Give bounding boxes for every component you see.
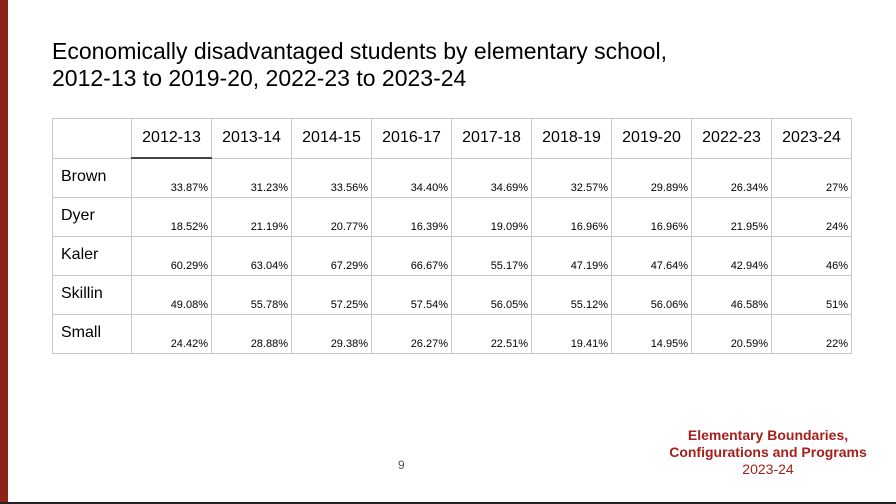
percent-cell: 24% xyxy=(772,198,852,237)
percent-cell: 63.04% xyxy=(212,237,292,276)
table-row xyxy=(53,237,852,276)
table-header-row xyxy=(53,119,852,159)
year-header: 2022-23 xyxy=(692,119,772,159)
percent-cell: 55.17% xyxy=(452,237,532,276)
percent-cell: 60.29% xyxy=(132,237,212,276)
percent-cell: 16.39% xyxy=(372,198,452,237)
percent-cell: 42.94% xyxy=(692,237,772,276)
percent-cell: 47.19% xyxy=(532,237,612,276)
footer-line1: Elementary Boundaries, xyxy=(687,427,849,443)
percent-cell: 26.27% xyxy=(372,315,452,354)
footer-line2: Configurations and Programs xyxy=(669,444,867,460)
percent-cell: 55.12% xyxy=(532,276,612,315)
percent-cell: 22% xyxy=(772,315,852,354)
percent-cell: 47.64% xyxy=(612,237,692,276)
percent-cell: 21.19% xyxy=(212,198,292,237)
percent-cell: 34.40% xyxy=(372,158,452,198)
percent-cell: 22.51% xyxy=(452,315,532,354)
percent-cell: 18.52% xyxy=(132,198,212,237)
year-header: 2012-13 xyxy=(132,119,212,159)
percent-cell: 28.88% xyxy=(212,315,292,354)
slide-title xyxy=(52,38,832,92)
school-name: Small xyxy=(53,315,132,354)
percent-cell: 66.67% xyxy=(372,237,452,276)
percent-cell: 29.38% xyxy=(292,315,372,354)
school-name: Dyer xyxy=(53,198,132,237)
percent-cell: 32.57% xyxy=(532,158,612,198)
year-header: 2023-24 xyxy=(772,119,852,159)
percent-cell: 21.95% xyxy=(692,198,772,237)
footer-line3: 2023-24 xyxy=(742,461,794,477)
percent-cell: 49.08% xyxy=(132,276,212,315)
percent-cell: 57.54% xyxy=(372,276,452,315)
percent-cell: 26.34% xyxy=(692,158,772,198)
percent-cell: 16.96% xyxy=(532,198,612,237)
year-header: 2016-17 xyxy=(372,119,452,159)
year-header: 2013-14 xyxy=(212,119,292,159)
percent-cell: 33.87% xyxy=(132,158,212,198)
page-number: 9 xyxy=(398,458,405,472)
slide-title-line1: Economically disadvantaged students by elementary school, xyxy=(52,38,667,64)
percent-cell: 19.09% xyxy=(452,198,532,237)
percent-cell: 20.59% xyxy=(692,315,772,354)
percent-cell: 46.58% xyxy=(692,276,772,315)
school-name: Kaler xyxy=(53,237,132,276)
percent-cell: 16.96% xyxy=(612,198,692,237)
school-name: Brown xyxy=(53,158,132,198)
table-row xyxy=(53,198,852,237)
percent-cell: 27% xyxy=(772,158,852,198)
percent-cell: 56.05% xyxy=(452,276,532,315)
year-header: 2014-15 xyxy=(292,119,372,159)
percent-cell: 20.77% xyxy=(292,198,372,237)
percent-cell: 56.06% xyxy=(612,276,692,315)
percent-cell: 51% xyxy=(772,276,852,315)
slide-title-line2: 2012-13 to 2019-20, 2022-23 to 2023-24 xyxy=(52,65,467,91)
percent-cell: 33.56% xyxy=(292,158,372,198)
percent-cell: 34.69% xyxy=(452,158,532,198)
year-header: 2019-20 xyxy=(612,119,692,159)
percent-cell: 55.78% xyxy=(212,276,292,315)
table-row xyxy=(53,315,852,354)
percent-cell: 67.29% xyxy=(292,237,372,276)
disadvantaged-students-table xyxy=(52,118,852,354)
footer-brand xyxy=(658,427,878,478)
table-row xyxy=(53,158,852,198)
table-row xyxy=(53,276,852,315)
table-corner-cell xyxy=(53,119,132,159)
percent-cell: 46% xyxy=(772,237,852,276)
left-accent-bar xyxy=(0,0,8,504)
percent-cell: 31.23% xyxy=(212,158,292,198)
year-header: 2017-18 xyxy=(452,119,532,159)
year-header: 2018-19 xyxy=(532,119,612,159)
percent-cell: 29.89% xyxy=(612,158,692,198)
percent-cell: 57.25% xyxy=(292,276,372,315)
percent-cell: 19.41% xyxy=(532,315,612,354)
school-name: Skillin xyxy=(53,276,132,315)
percent-cell: 24.42% xyxy=(132,315,212,354)
percent-cell: 14.95% xyxy=(612,315,692,354)
